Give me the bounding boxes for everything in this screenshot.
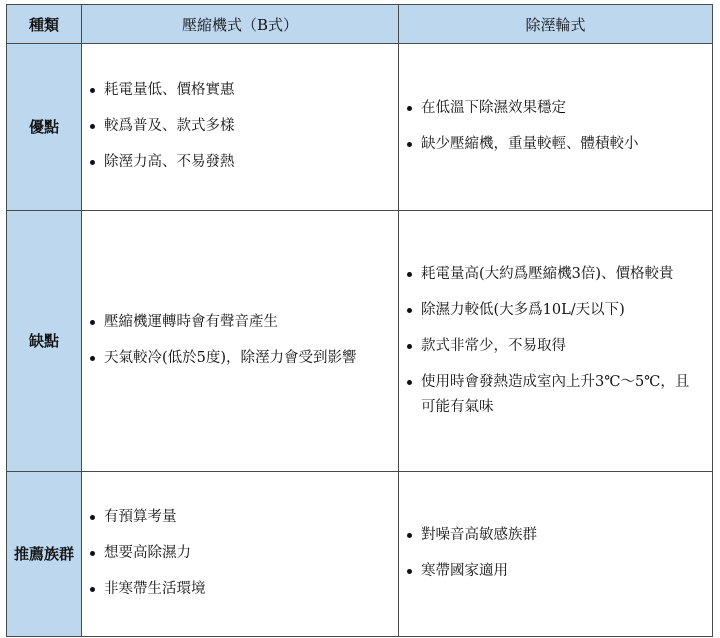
list-item: [407, 132, 702, 157]
list-item: [90, 150, 388, 175]
disadvantage-desiccant-1: 耗電量高(大約爲壓縮機3倍)、價格較貴: [421, 265, 674, 282]
bullet-icon: [90, 88, 95, 93]
dehumidifier-comparison-table: [6, 4, 713, 637]
row-label-advantages: 優點: [7, 44, 82, 211]
list-item: [90, 346, 388, 371]
bullet-icon: [90, 356, 95, 361]
header-type: 種類: [7, 5, 82, 44]
disadvantage-desiccant-4: 使用時會發熱造成室內上升3℃～5℃，且可能有氣味: [421, 373, 690, 415]
list-item: [407, 523, 702, 548]
recommended-compressor-1: 有預算考量: [104, 509, 177, 525]
disadvantage-compressor-2: 天氣較冷(低於5度)，除溼力會受到影響: [104, 350, 357, 366]
list-item: [90, 541, 388, 566]
bullet-icon: [90, 515, 95, 520]
row-label-disadvantages: 缺點: [7, 211, 82, 472]
header-row: [7, 5, 713, 44]
list-item: [407, 559, 702, 584]
list-item: [407, 262, 702, 287]
bullet-icon: [407, 344, 412, 349]
list-item: [90, 114, 388, 139]
list-item: [407, 370, 702, 420]
advantages-desiccant-cell: [399, 44, 713, 211]
advantage-compressor-2: 較爲普及、款式多樣: [104, 118, 235, 134]
row-label-recommended-groups: 推薦族群: [7, 472, 82, 637]
bullet-icon: [407, 142, 412, 147]
recommended-desiccant-2: 寒帶國家適用: [421, 563, 508, 579]
bullet-icon: [407, 106, 412, 111]
bullet-icon: [407, 569, 412, 574]
recommended-desiccant-1: 對噪音高敏感族群: [421, 527, 537, 543]
disadvantage-desiccant-2: 除濕力較低(大多爲10L/天以下): [421, 301, 625, 318]
disadvantages-compressor-cell: [82, 211, 399, 472]
bullet-icon: [90, 587, 95, 592]
list-item: [90, 577, 388, 602]
list-item: [407, 298, 702, 323]
header-desiccant-type: 除溼輪式: [399, 5, 713, 44]
recommended-compressor-2: 想要高除濕力: [104, 545, 191, 561]
header-compressor-type: 壓縮機式（B式）: [82, 5, 399, 44]
advantage-desiccant-1: 在低溫下除濕效果穩定: [421, 100, 566, 116]
bullet-icon: [407, 533, 412, 538]
table-row-advantages: [7, 44, 713, 211]
recommended-compressor-3: 非寒帶生活環境: [104, 581, 206, 597]
list-item: [407, 96, 702, 121]
list-item: [90, 78, 388, 103]
disadvantages-desiccant-cell: [399, 211, 713, 472]
disadvantage-compressor-1: 壓縮機運轉時會有聲音產生: [104, 314, 278, 330]
bullet-icon: [407, 380, 412, 385]
recommended-compressor-cell: [82, 472, 399, 637]
advantage-compressor-1: 耗電量低、價格實惠: [104, 82, 235, 98]
bullet-icon: [407, 272, 412, 277]
disadvantage-desiccant-3: 款式非常少，不易取得: [421, 337, 566, 354]
list-item: [90, 505, 388, 530]
bullet-icon: [90, 124, 95, 129]
recommended-desiccant-cell: [399, 472, 713, 637]
table-row-disadvantages: [7, 211, 713, 472]
advantages-compressor-cell: [82, 44, 399, 211]
list-item: [407, 334, 702, 359]
bullet-icon: [90, 160, 95, 165]
bullet-icon: [90, 551, 95, 556]
bullet-icon: [407, 308, 412, 313]
list-item: [90, 310, 388, 335]
table-row-recommended-groups: [7, 472, 713, 637]
advantage-desiccant-2: 缺少壓縮機，重量較輕、體積較小: [421, 136, 639, 152]
bullet-icon: [90, 320, 95, 325]
advantage-compressor-3: 除溼力高、不易發熱: [104, 154, 235, 170]
